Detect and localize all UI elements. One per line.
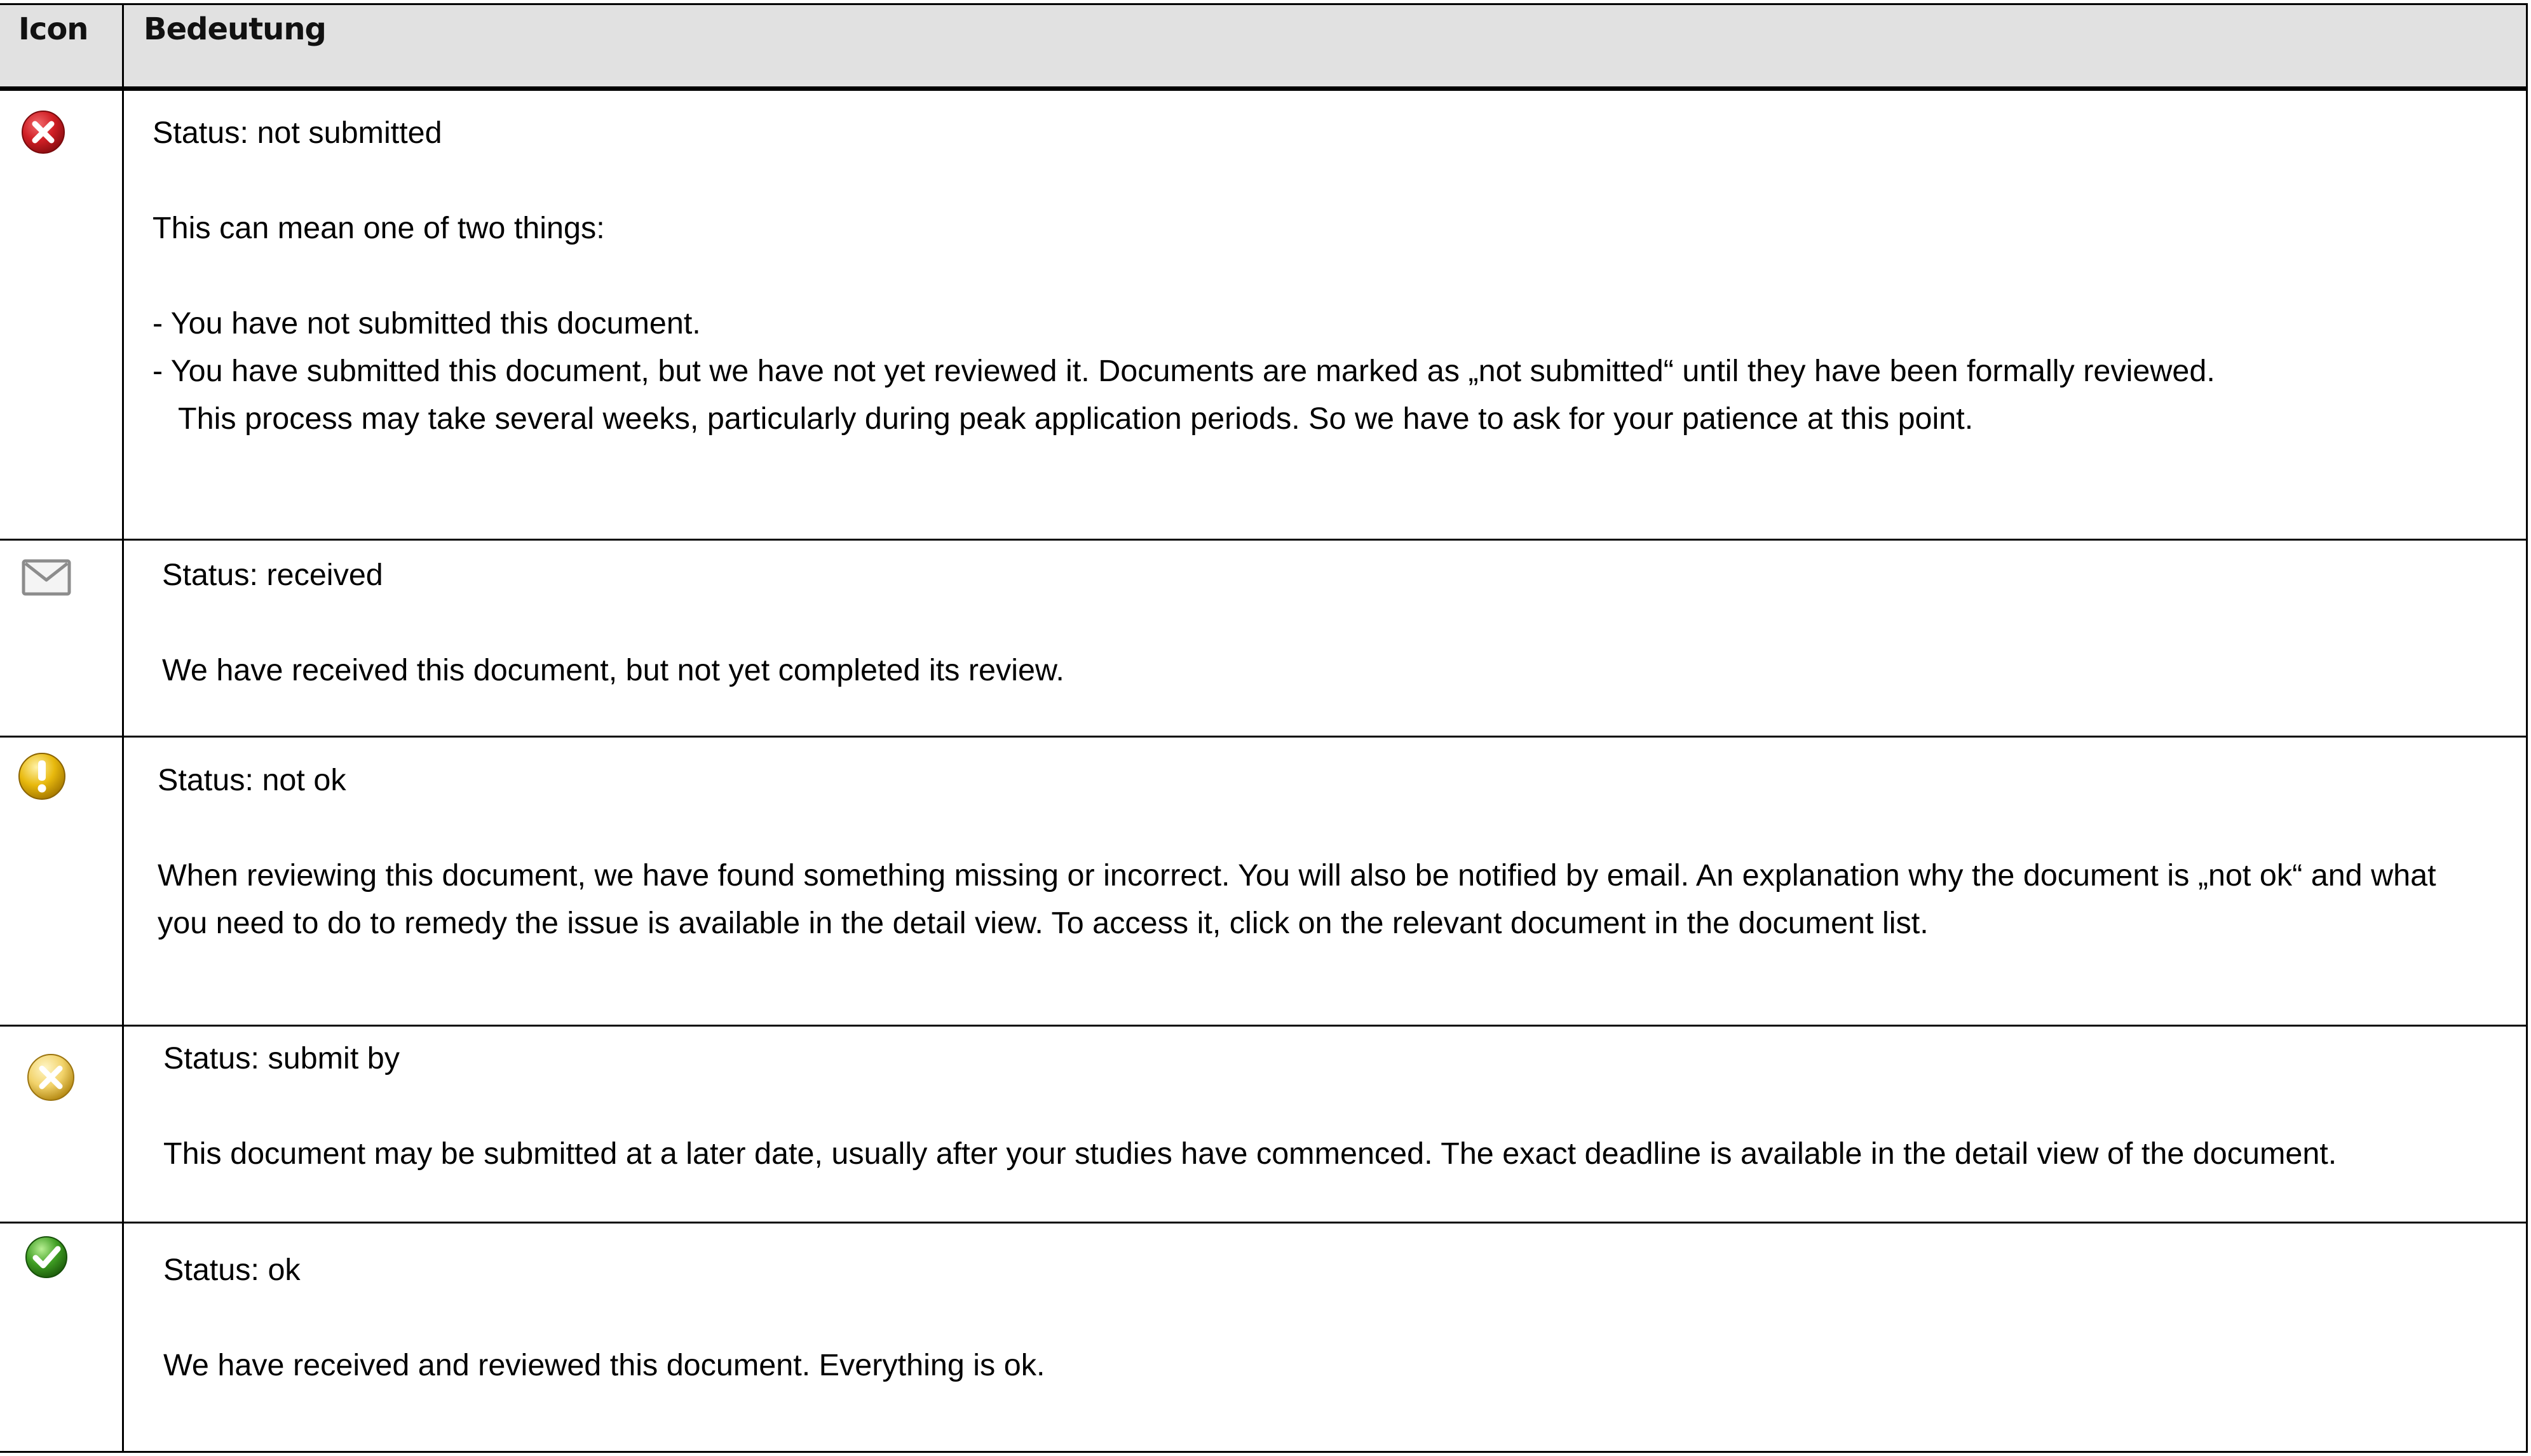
row-text-line: When reviewing this document, we have found something missing or incorrect. You will also be notified by email. An explanation why the document is „not ok“ and what you need to do to remedy the issue is available in the detail view. To access it, click on the relevant document in the document list. xyxy=(158,858,2445,940)
row-text-line: This process may take several weeks, particularly during peak application periods. So we have to ask for your patience at this point. xyxy=(178,401,1974,436)
header-meaning: Bedeutung xyxy=(144,11,326,47)
yellow-exclamation-icon xyxy=(16,750,68,802)
row-text-line: We have received this document, but not yet completed its review. xyxy=(162,653,1064,687)
row-text-line: - You have not submitted this document. xyxy=(153,306,701,340)
row-content xyxy=(158,757,2475,947)
envelope-icon xyxy=(22,559,71,596)
row-content xyxy=(163,1246,2475,1389)
row-text-line: - You have submitted this document, but we have not yet reviewed it. Documents are marked as „not submitted“ until they have been formally reviewed. xyxy=(153,354,2215,388)
table-row-submit-by xyxy=(0,1027,2526,1223)
table-row-not-ok xyxy=(0,738,2526,1027)
green-check-icon xyxy=(23,1234,70,1281)
header-icon: Icon xyxy=(18,11,88,47)
status-label: Status: ok xyxy=(163,1253,301,1287)
red-x-icon xyxy=(19,108,67,156)
column-divider xyxy=(122,5,124,1451)
yellow-x-icon xyxy=(24,1051,78,1104)
status-label: Status: received xyxy=(162,558,383,592)
status-label: Status: not submitted xyxy=(153,116,442,150)
row-content xyxy=(153,109,2475,443)
table-row-not-submitted xyxy=(0,93,2526,541)
table-header xyxy=(0,5,2526,91)
row-text-line: This document may be submitted at a later date, usually after your studies have commenced. The exact deadline is available in the detail view of the document. xyxy=(163,1136,2337,1171)
status-label: Status: submit by xyxy=(163,1041,400,1075)
row-content xyxy=(162,551,2475,694)
row-text-line: This can mean one of two things: xyxy=(153,211,605,245)
table-row-received xyxy=(0,541,2526,738)
row-content xyxy=(163,1035,2475,1178)
table-row-ok xyxy=(0,1223,2526,1450)
row-text-line: We have received and reviewed this document. Everything is ok. xyxy=(163,1348,1045,1382)
status-legend-table xyxy=(0,3,2528,1453)
status-label: Status: not ok xyxy=(158,763,346,797)
